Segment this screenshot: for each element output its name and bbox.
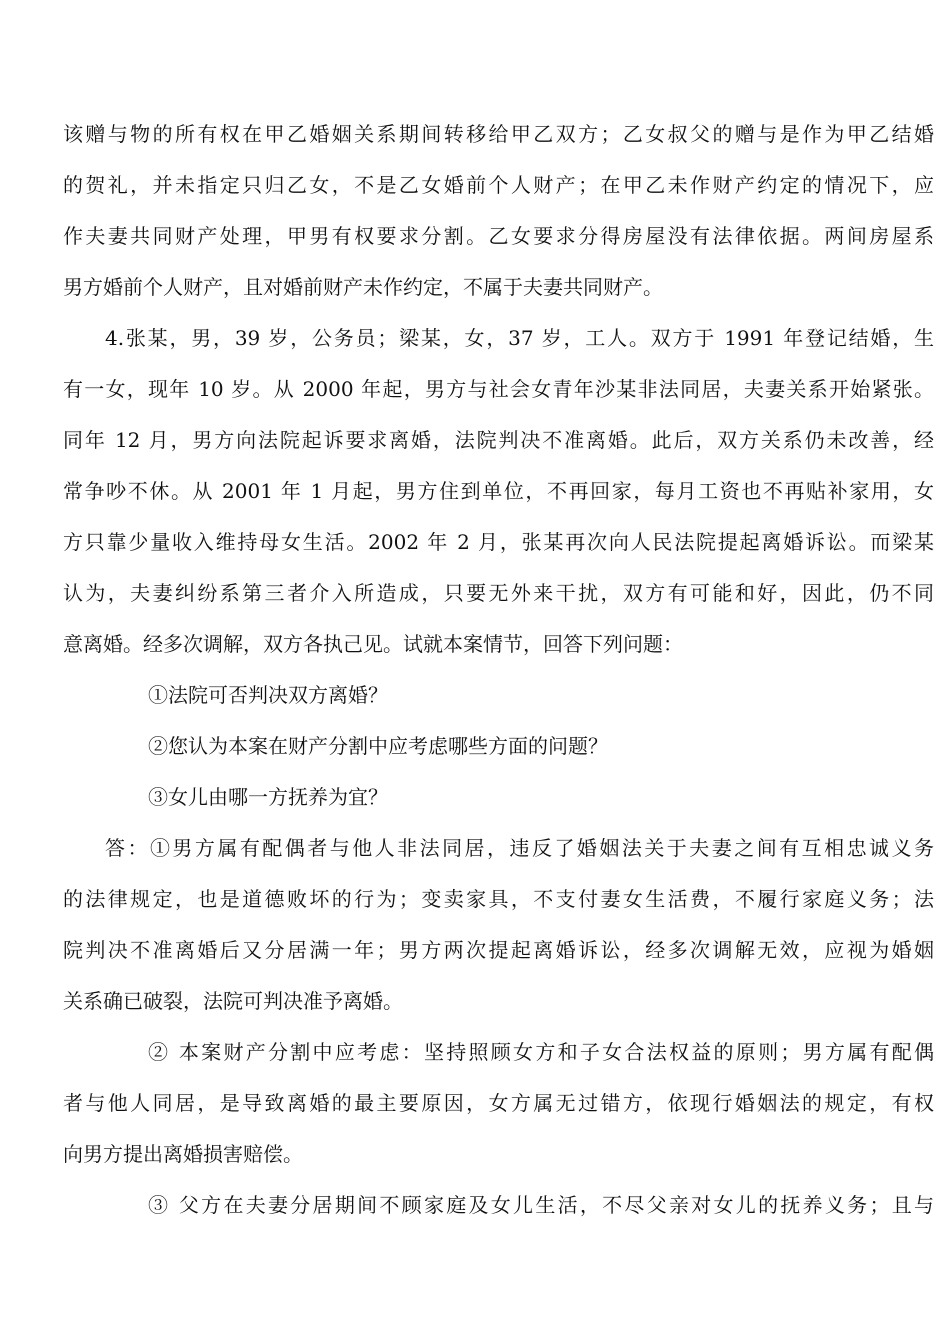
text-line: 同年 12 月，男方向法院起诉要求离婚，法院判决不准离婚。此后，双方关系仍未改善，经 bbox=[63, 428, 934, 452]
text-line: 有一女，现年 10 岁。从 2000 年起，男方与社会女青年沙某非法同居，夫妻关系开始紧张。 bbox=[63, 377, 934, 401]
text-line: 方只靠少量收入维持母女生活。2002 年 2 月，张某再次向人民法院提起离婚诉讼。而梁某 bbox=[63, 530, 934, 554]
text-line: 的法律规定，也是道德败坏的行为；变卖家具，不支付妻女生活费，不履行家庭义务；法 bbox=[63, 887, 934, 911]
question-item: ②您认为本案在财产分割中应考虑哪些方面的问题？ bbox=[148, 734, 608, 758]
text-line: 作夫妻共同财产处理，甲男有权要求分割。乙女要求分得房屋没有法律依据。两间房屋系 bbox=[63, 224, 934, 248]
text-line: 的贺礼，并未指定只归乙女，不是乙女婚前个人财产；在甲乙未作财产约定的情况下，应 bbox=[63, 173, 934, 197]
text-line: ② 本案财产分割中应考虑：坚持照顾女方和子女合法权益的原则；男方属有配偶 bbox=[148, 1040, 934, 1064]
text-line: 男方婚前个人财产，且对婚前财产未作约定，不属于夫妻共同财产。 bbox=[63, 275, 663, 299]
text-line: 答：①男方属有配偶者与他人非法同居，违反了婚姻法关于夫妻之间有互相忠诚义务 bbox=[105, 836, 934, 860]
text-line: 关系确已破裂，法院可判决准予离婚。 bbox=[63, 989, 403, 1013]
text-line: 院判决不准离婚后又分居满一年；男方两次提起离婚诉讼，经多次调解无效，应视为婚姻 bbox=[63, 938, 934, 962]
text-line: 向男方提出离婚损害赔偿。 bbox=[63, 1142, 303, 1166]
text-line: 常争吵不休。从 2001 年 1 月起，男方住到单位，不再回家，每月工资也不再贴补家用，女 bbox=[63, 479, 934, 503]
text-line: 4.张某，男，39 岁，公务员；梁某，女，37 岁，工人。双方于 1991 年登记结婚，生 bbox=[105, 326, 934, 350]
text-line: 意离婚。经多次调解，双方各执己见。试就本案情节，回答下列问题： bbox=[63, 632, 683, 656]
text-line: 该赠与物的所有权在甲乙婚姻关系期间转移给甲乙双方；乙女叔父的赠与是作为甲乙结婚 bbox=[63, 122, 934, 146]
text-line: ③ 父方在夫妻分居期间不顾家庭及女儿生活，不尽父亲对女儿的抚养义务；且与 bbox=[148, 1193, 934, 1217]
question-item: ①法院可否判决双方离婚？ bbox=[148, 683, 388, 707]
text-line: 认为，夫妻纠纷系第三者介入所造成，只要无外来干扰，双方有可能和好，因此，仍不同 bbox=[63, 581, 934, 605]
question-item: ③女儿由哪一方抚养为宜？ bbox=[148, 785, 388, 809]
text-line: 者与他人同居，是导致离婚的最主要原因，女方属无过错方，依现行婚姻法的规定，有权 bbox=[63, 1091, 934, 1115]
